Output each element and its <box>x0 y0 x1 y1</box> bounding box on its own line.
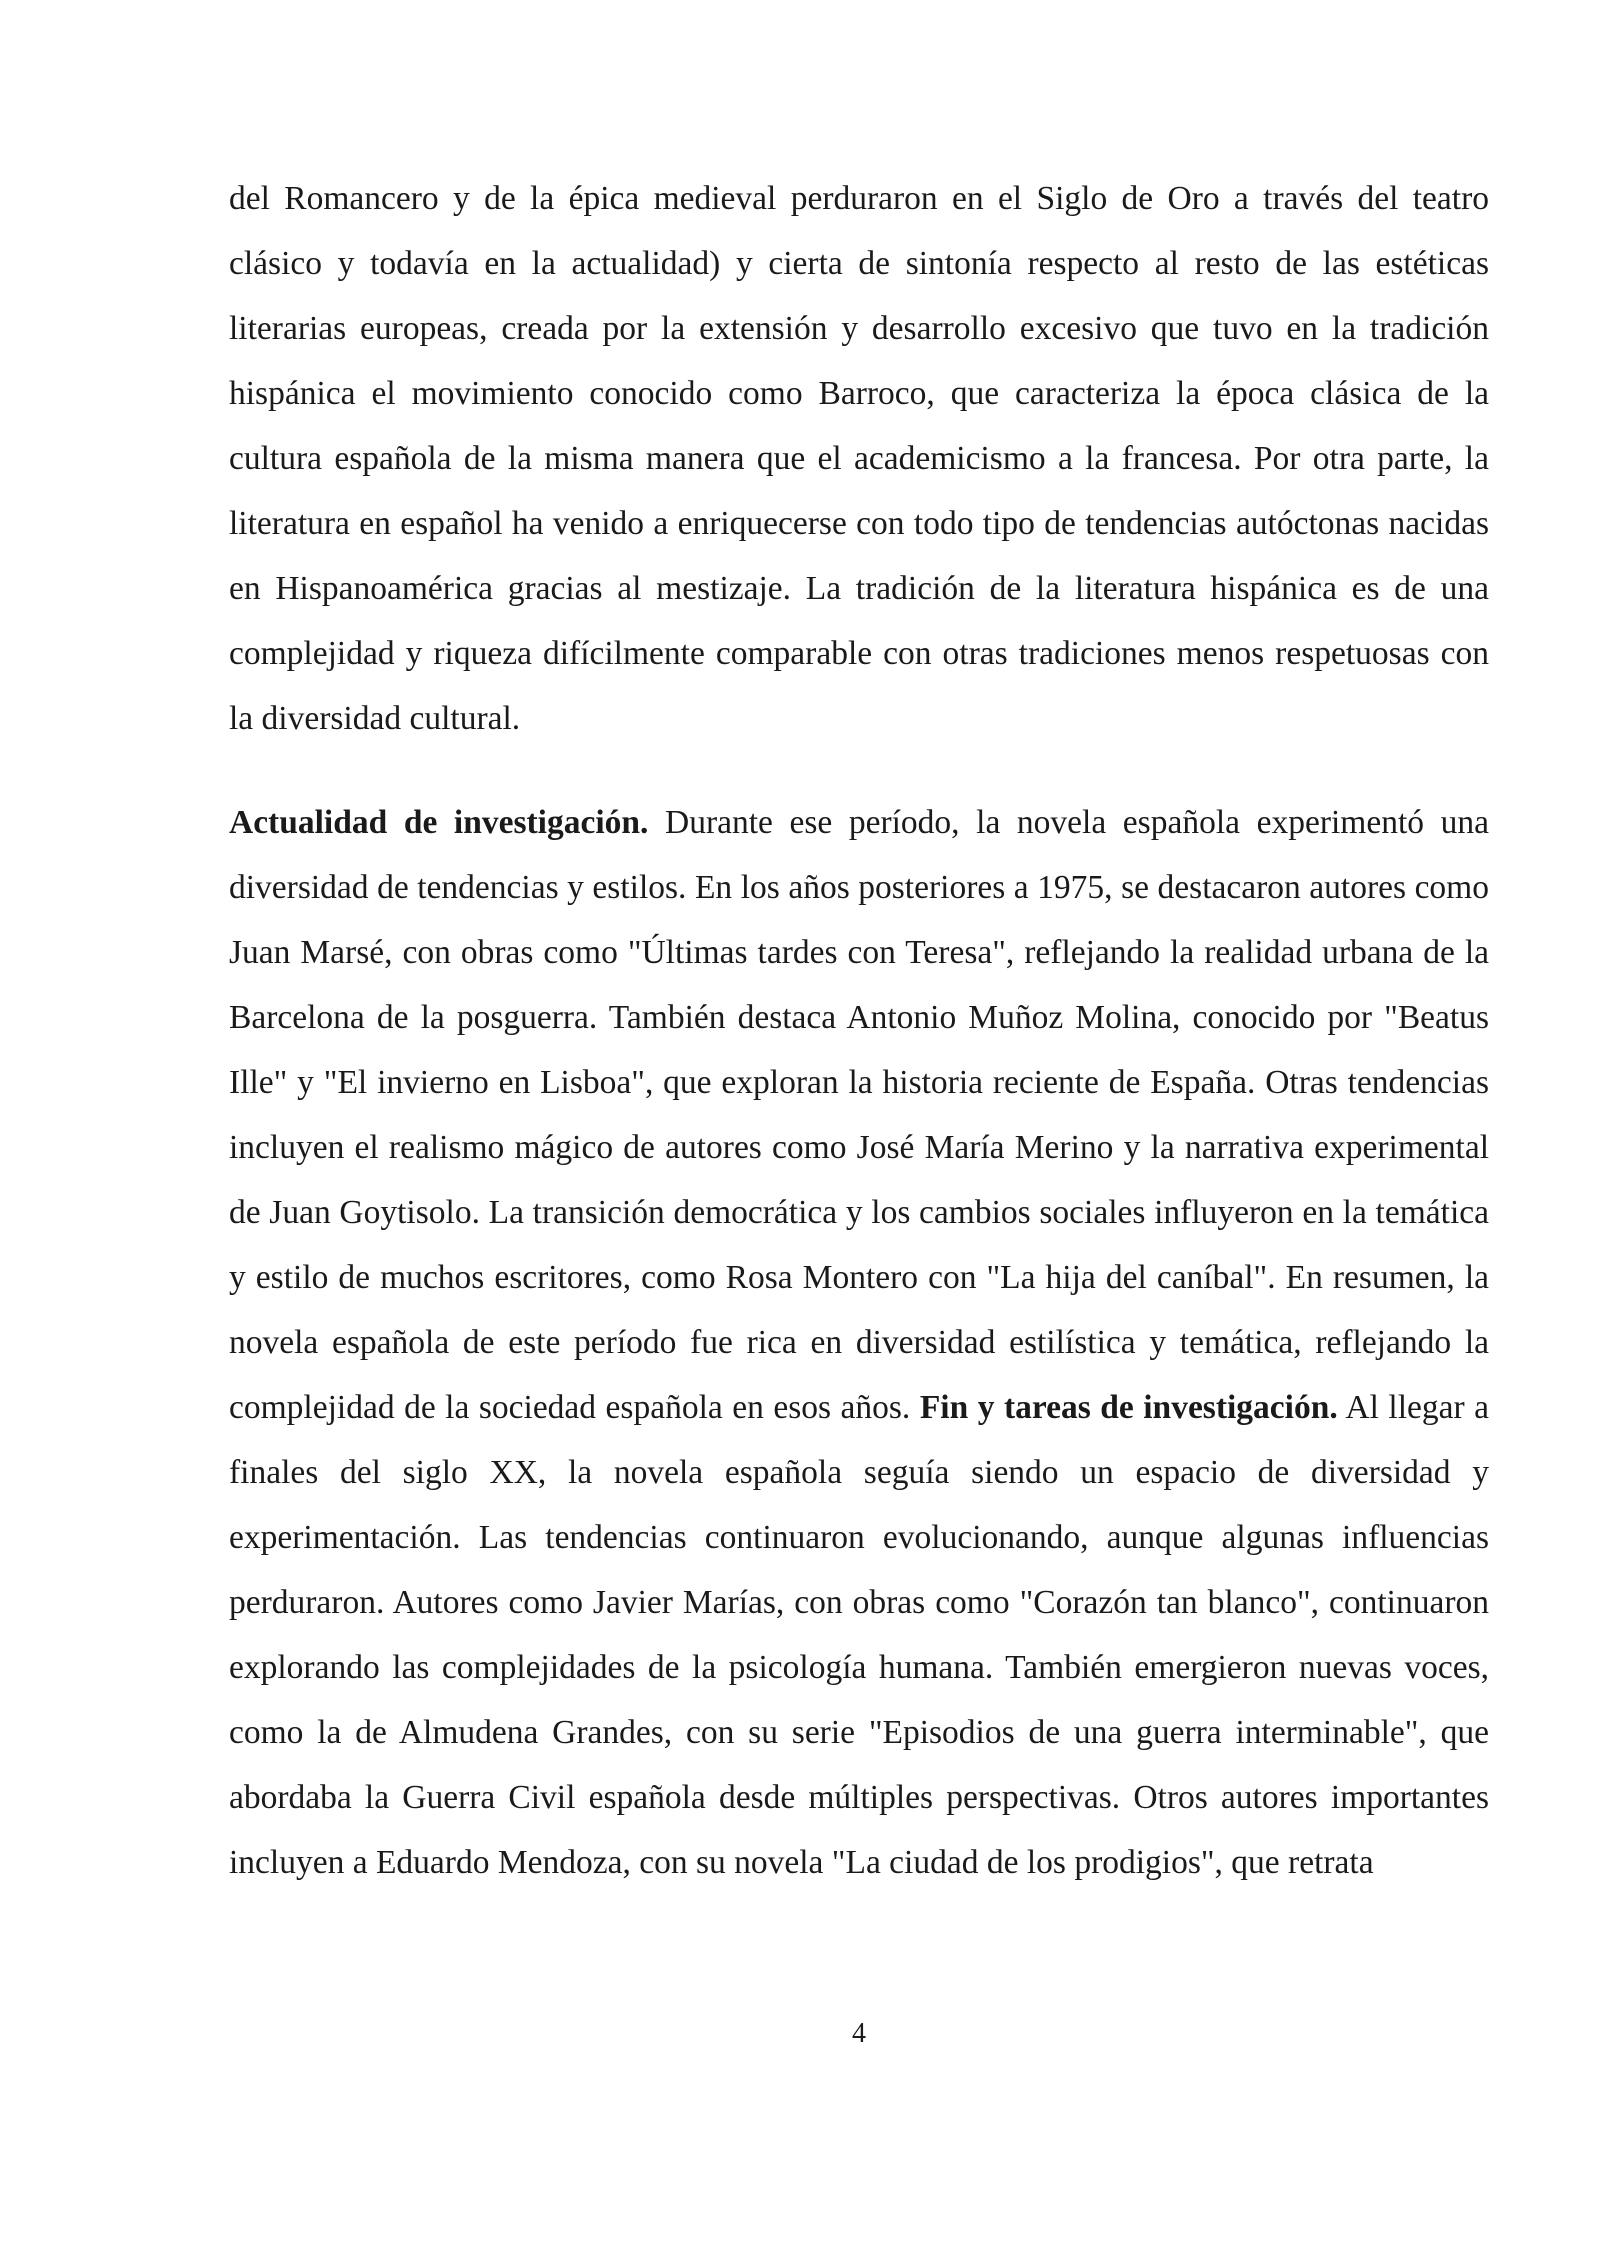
paragraph-text: del Romancero y de la épica medieval perduraron en el Siglo de Oro a través del teatro clásico y todavía en la actualidad) y cierta de sintonía respecto al resto de las estéticas literarias europeas, creada por la extensión y desarrollo excesivo que tuvo en la tradición hispánica el movimiento conocido como Barroco, que caracteriza la época clásica de la cultura española de la misma manera que el academicismo a la francesa. Por otra parte, la literatura en español ha venido a enriquecerse con todo tipo de tendencias autóctonas nacidas en Hispanoamérica gracias al mestizaje. La tradición de la literatura hispánica es de una complejidad y riqueza difícilmente comparable con otras tradiciones menos respetuosas con la diversidad cultural. <box>229 180 1489 737</box>
body-paragraph-2 <box>229 790 1489 1895</box>
paragraph-text-part-2: Al llegar a finales del siglo XX, la novela española seguía siendo un espacio de diversidad y experimentación. Las tendencias continuaron evolucionando, aunque algunas influencias perduraron. Autores como Javier Marías, con obras como "Corazón tan blanco", continuaron explorando las complejidades de la psicología humana. También emergieron nuevas voces, como la de Almudena Grandes, con su serie "Episodios de una guerra interminable", que abordaba la Guerra Civil española desde múltiples perspectivas. Otros autores importantes incluyen a Eduardo Mendoza, con su novela "La ciudad de los prodigios", que retrata <box>229 1389 1490 1881</box>
section-heading-actualidad: Actualidad de investigación. <box>229 804 649 841</box>
paragraph-text-part-1: Durante ese período, la novela española experimentó una diversidad de tendencias y estilos. En los años posteriores a 1975, se destacaron autores como Juan Marsé, con obras como "Últimas tardes con Teresa", reflejando la realidad urbana de la Barcelona de la posguerra. También destaca Antonio Muñoz Molina, conocido por "Beatus Ille" y "El invierno en Lisboa", que exploran la historia reciente de España. Otras tendencias incluyen el realismo mágico de autores como José María Merino y la narrativa experimental de Juan Goytisolo. La transición democrática y los cambios sociales influyeron en la temática y estilo de muchos escritores, como Rosa Montero con "La hija del caníbal". En resumen, la novela española de este período fue rica en diversidad estilística y temática, reflejando la complejidad de la sociedad española en esos años. <box>229 804 1489 1426</box>
paragraph-text <box>229 790 1489 1895</box>
page-number: 4 <box>852 2018 866 2049</box>
section-heading-fin: Fin y tareas de investigación. <box>919 1389 1338 1426</box>
body-paragraph-1 <box>229 166 1489 751</box>
